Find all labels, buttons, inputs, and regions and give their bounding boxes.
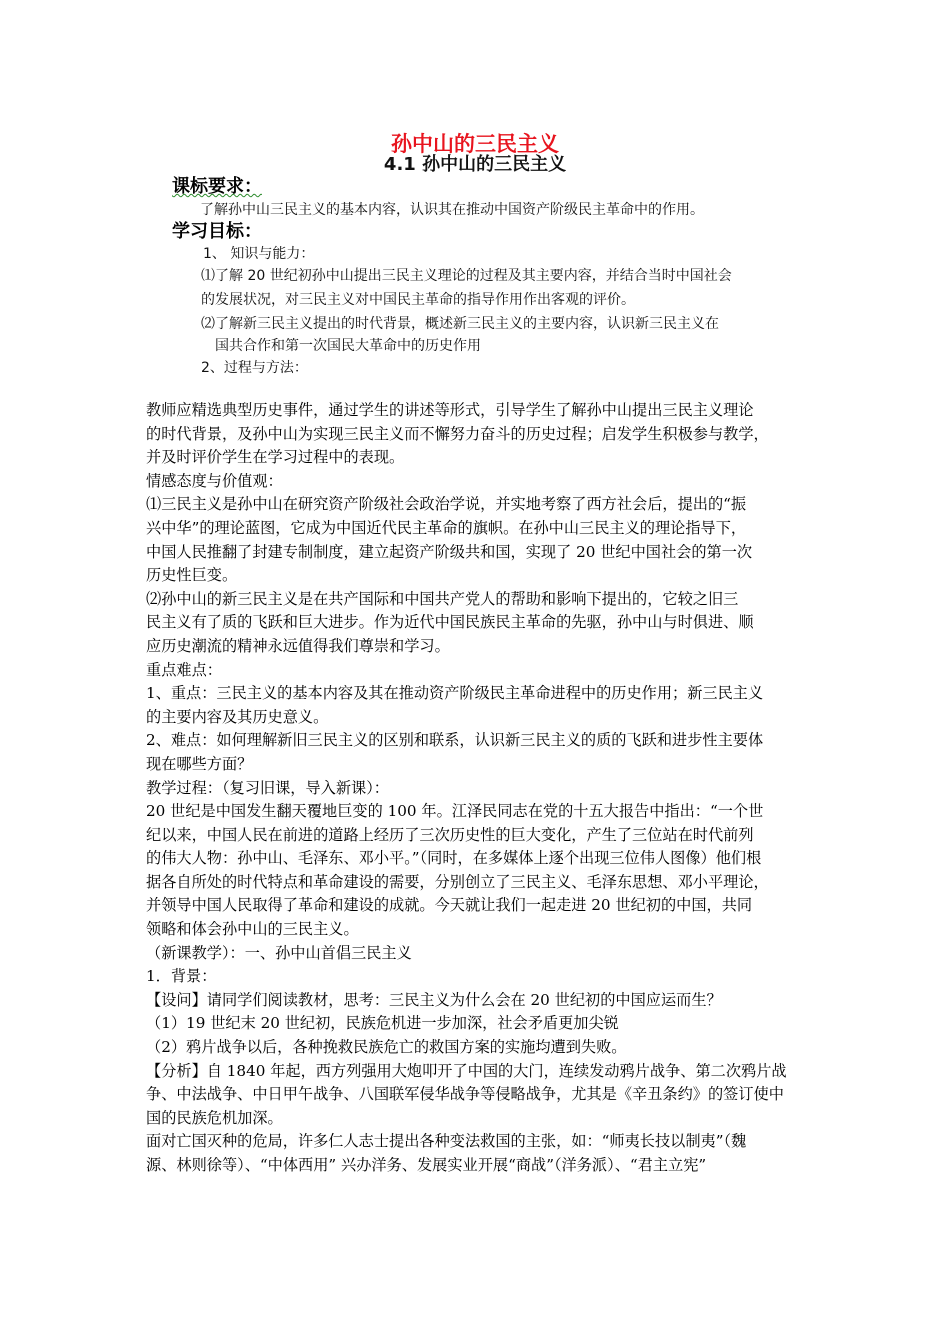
kebiao-heading-text: 课标要求：: [172, 176, 262, 197]
body-line: 民主义有了质的飞跃和巨大进步。作为近代中国民族民主革命的先驱，孙中山与时俱进、顺: [146, 613, 754, 632]
body-line: 兴中华”的理论蓝图，它成为中国近代民主革命的旗帜。在孙中山三民主义的理论指导下，: [146, 518, 747, 537]
kebiao-text: 了解孙中山三民主义的基本内容，认识其在推动中国资产阶级民主革命中的作用。: [200, 202, 704, 218]
mubiao-line: 2、过程与方法：: [201, 360, 308, 376]
body-line: 教师应精选典型历史事件，通过学生的讲述等形式，引导学生了解孙中山提出三民主义理论: [146, 401, 754, 419]
body-line: 重点难点：: [146, 660, 222, 679]
body-line: （2）鸦片战争以后，各种挽救民族危亡的救国方案的实施均遭到失败。: [146, 1038, 627, 1057]
body-text: [146, 399, 818, 1178]
body-line: 的时代背景，及孙中山为实现三民主义而不懈努力奋斗的历史过程；启发学生积极参与教学，: [146, 424, 769, 443]
body-line: 教学过程：（复习旧课，导入新课）：: [146, 778, 389, 797]
body-line: 争、中法战争、中日甲午战争、八国联军侵华战争等侵略战争，尤其是《辛丑条约》的签订使中: [146, 1085, 784, 1104]
body-line: 应历史潮流的精神永远值得我们尊崇和学习。: [146, 636, 450, 655]
body-line: 的伟大人物：孙中山、毛泽东、邓小平。”（同时，在多媒体上逐个出现三位伟人图像）他们根: [146, 849, 762, 868]
body-line: 并及时评价学生在学习过程中的表现。: [146, 448, 405, 467]
mubiao-line: 的发展状况，对三民主义对中国民主革命的指导作用作出客观的评价。: [201, 292, 635, 308]
body-line: 20 世纪是中国发生翻天覆地巨变的 100 年。江泽民同志在党的十五大报告中指出：“一个世: [146, 802, 764, 821]
body-line: 国的民族危机加深。: [146, 1108, 283, 1127]
body-line: 现在哪些方面？: [146, 754, 253, 773]
mubiao-line: 国共合作和第一次国民大革命中的历史作用: [215, 338, 481, 354]
body-line: 【设问】请同学们阅读教材，思考：三民主义为什么会在 20 世纪初的中国应运而生？: [146, 990, 722, 1009]
body-line: 1、重点：三民主义的基本内容及其在推动资产阶级民主革命进程中的历史作用；新三民主义: [146, 684, 764, 703]
document-subtitle: 4.1 孙中山的三民主义: [383, 154, 567, 175]
document-title: 孙中山的三民主义: [391, 132, 559, 156]
body-line: 情感态度与价值观：: [146, 471, 283, 490]
body-line: ⑴三民主义是孙中山在研究资产阶级社会政治学说，并实地考察了西方社会后，提出的“振: [146, 495, 747, 514]
body-line: 纪以来，中国人民在前进的道路上经历了三次历史性的巨大变化，产生了三位站在时代前列: [146, 825, 754, 844]
body-line: （1）19 世纪末 20 世纪初，民族危机进一步加深，社会矛盾更加尖锐: [146, 1014, 619, 1033]
body-line: 中国人民推翻了封建专制制度，建立起资产阶级共和国，实现了 20 世纪中国社会的第一次: [146, 542, 753, 561]
mubiao-line: 1、 知识与能力：: [203, 246, 315, 262]
body-line: 1．背景：: [146, 967, 217, 986]
body-line: （新课教学）：一、孙中山首倡三民主义: [146, 943, 412, 962]
body-line: 历史性巨变。: [146, 566, 238, 585]
kebiao-heading: [172, 172, 262, 198]
body-line: ⑵孙中山的新三民主义是在共产国际和中国共产党人的帮助和影响下提出的，它较之旧三: [146, 589, 739, 608]
mubiao-heading: 学习目标：: [172, 221, 262, 242]
body-line: 面对亡国灭种的危局，许多仁人志士提出各种变法救国的主张，如：“师夷长技以制夷”（魏: [146, 1132, 747, 1151]
body-line: 2、难点：如何理解新旧三民主义的区别和联系，认识新三民主义的质的飞跃和进步性主要体: [146, 731, 764, 750]
body-line: 并领导中国人民取得了革命和建设的成就。今天就让我们一起走进 20 世纪初的中国，共同: [146, 896, 753, 915]
body-line: 的主要内容及其历史意义。: [146, 707, 329, 726]
body-line: 源、林则徐等）、“中体西用” 兴办洋务、发展实业开展“商战”（洋务派）、“君主立宪”: [146, 1156, 707, 1174]
body-line: 据各自所处的时代特点和革命建设的需要，分别创立了三民主义、毛泽东思想、邓小平理论，: [146, 872, 769, 891]
mubiao-line: ⑴了解 20 世纪初孙中山提出三民主义理论的过程及其主要内容，并结合当时中国社会: [201, 268, 732, 284]
body-line: 领略和体会孙中山的三民主义。: [146, 920, 359, 939]
body-line: 【分析】自 1840 年起，西方列强用大炮叩开了中国的大门，连续发动鸦片战争、第二次鸦片战: [146, 1061, 787, 1080]
mubiao-line: ⑵了解新三民主义提出的时代背景，概述新三民主义的主要内容，认识新三民主义在: [201, 316, 719, 332]
